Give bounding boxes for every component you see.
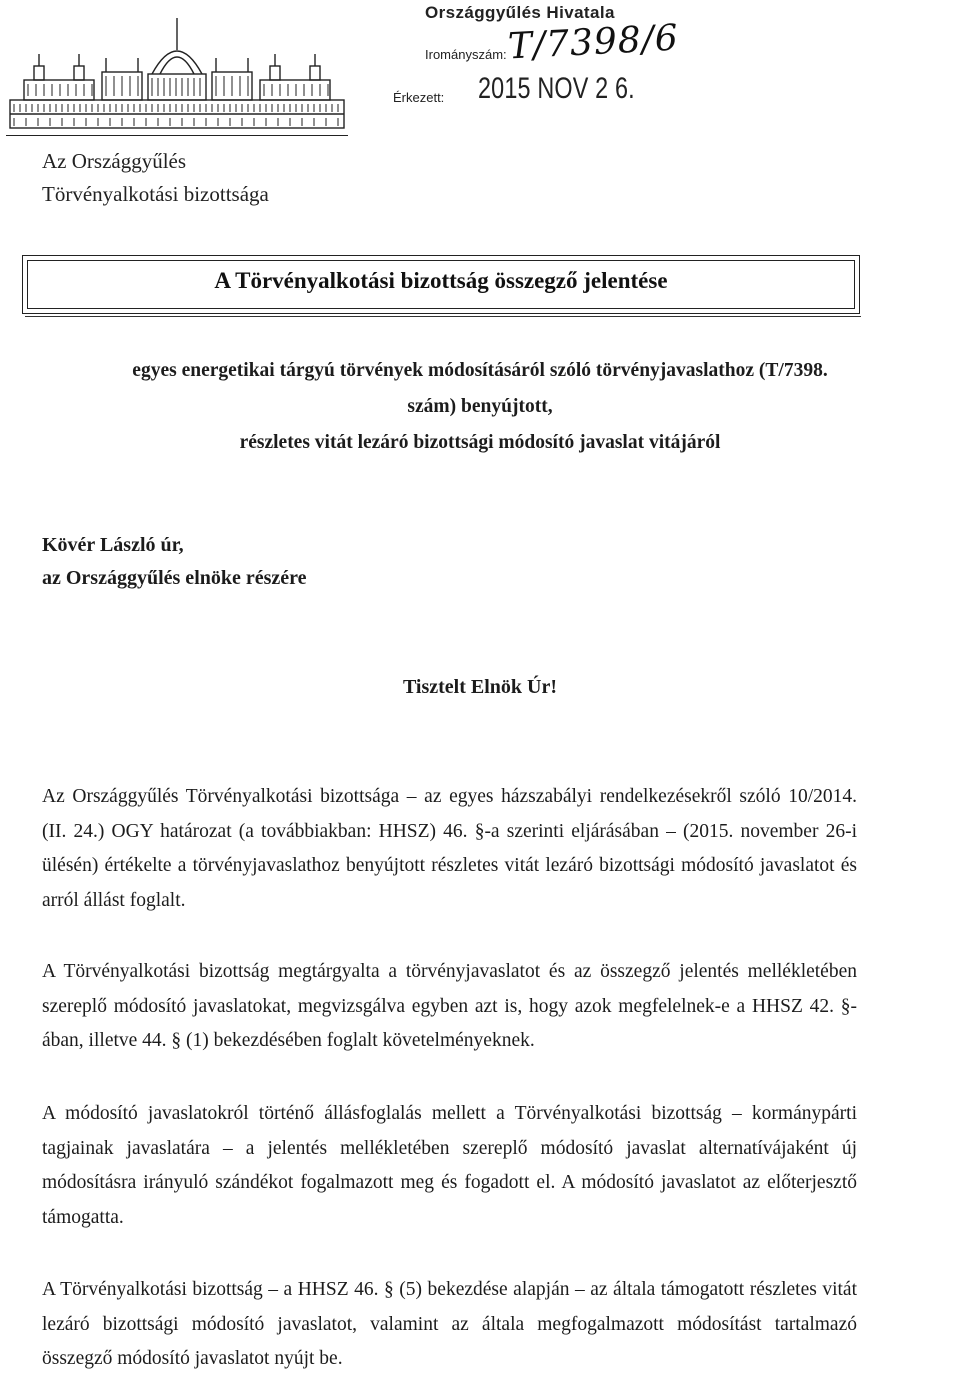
subtitle-line-2: szám) benyújtott,: [407, 396, 553, 417]
stamp-office-name: Országgyűlés Hivatala: [425, 3, 615, 22]
greeting: Tisztelt Elnök Úr!: [402, 676, 558, 698]
registry-number-handwritten: T/7398/6: [507, 17, 680, 68]
title-underline: [25, 316, 861, 317]
committee-name: [42, 145, 269, 211]
addressee-role-text: az Országgyűlés elnöke részére: [42, 567, 307, 589]
paragraph-2: A Törvényalkotási bizottság megtárgyalta a törvényjavaslatot és az összegző jelentés mellékletében szereplő módosító javaslatokat, megvizsgálva egyben azt is, hogy azok megfelelnek-e a HHSZ 42. §-ában, illetve 44. § (1) bekezdésében foglalt követelményeknek.: [42, 961, 857, 1051]
addressee-name: Kövér László úr,: [42, 534, 184, 556]
subtitle-line-1: egyes energetikai tárgyú törvények módosításáról szóló törvényjavaslathoz (T/7398.: [132, 360, 828, 381]
addressee-role: [42, 567, 307, 590]
arrival-label: Érkezett:: [393, 90, 445, 105]
title-box: [22, 255, 860, 314]
paragraph-1: Az Országgyűlés Törvényalkotási bizottsága – az egyes házszabályi rendelkezésekről szóló 10/2014. (II. 24.) OGY határozat (a továbbiakban: HHSZ) 46. §-a szerinti eljárásában – (2015. november 26-i ülésén) értékelte a törvényjavaslathoz benyújtott részletes vitát lezáró bizottsági módosító javaslatot és arról állást foglalt.: [42, 786, 857, 911]
registry-number-label: Irományszám:: [425, 47, 507, 62]
paragraph-3: A módosító javaslatokról történő állásfoglalás mellett a Törvényalkotási bizottság – kormánypárti tagjainak javaslatára – a jelentés mellékletében szereplő módosító javaslat alternatívájaként új módosításra irányuló szándékot fogalmazott meg és fogadott el. A módosító javaslatot az előterjesztő támogatta.: [42, 1103, 857, 1228]
subtitle-line-3: részletes vitát lezáró bizottsági módosító javaslat vitájáról: [239, 432, 721, 453]
committee-line-2: Törvényalkotási bizottsága: [42, 182, 269, 206]
parliament-building-logo: [6, 18, 348, 136]
committee-line-1: Az Országgyűlés: [42, 149, 187, 173]
arrival-date: 2015 NOV 2 6.: [478, 72, 635, 105]
header-rule: [6, 135, 348, 136]
document-title: A Törvényalkotási bizottság összegző jelentése: [214, 268, 668, 293]
paragraph-4: A Törvényalkotási bizottság – a HHSZ 46. § (5) bekezdése alapján – az általa támogatott részletes vitát lezáró bizottsági módosító javaslatot, valamint az általa megfogalmazott módosítást tartalmazó összegző módosító javaslatot nyújt be.: [42, 1279, 857, 1369]
